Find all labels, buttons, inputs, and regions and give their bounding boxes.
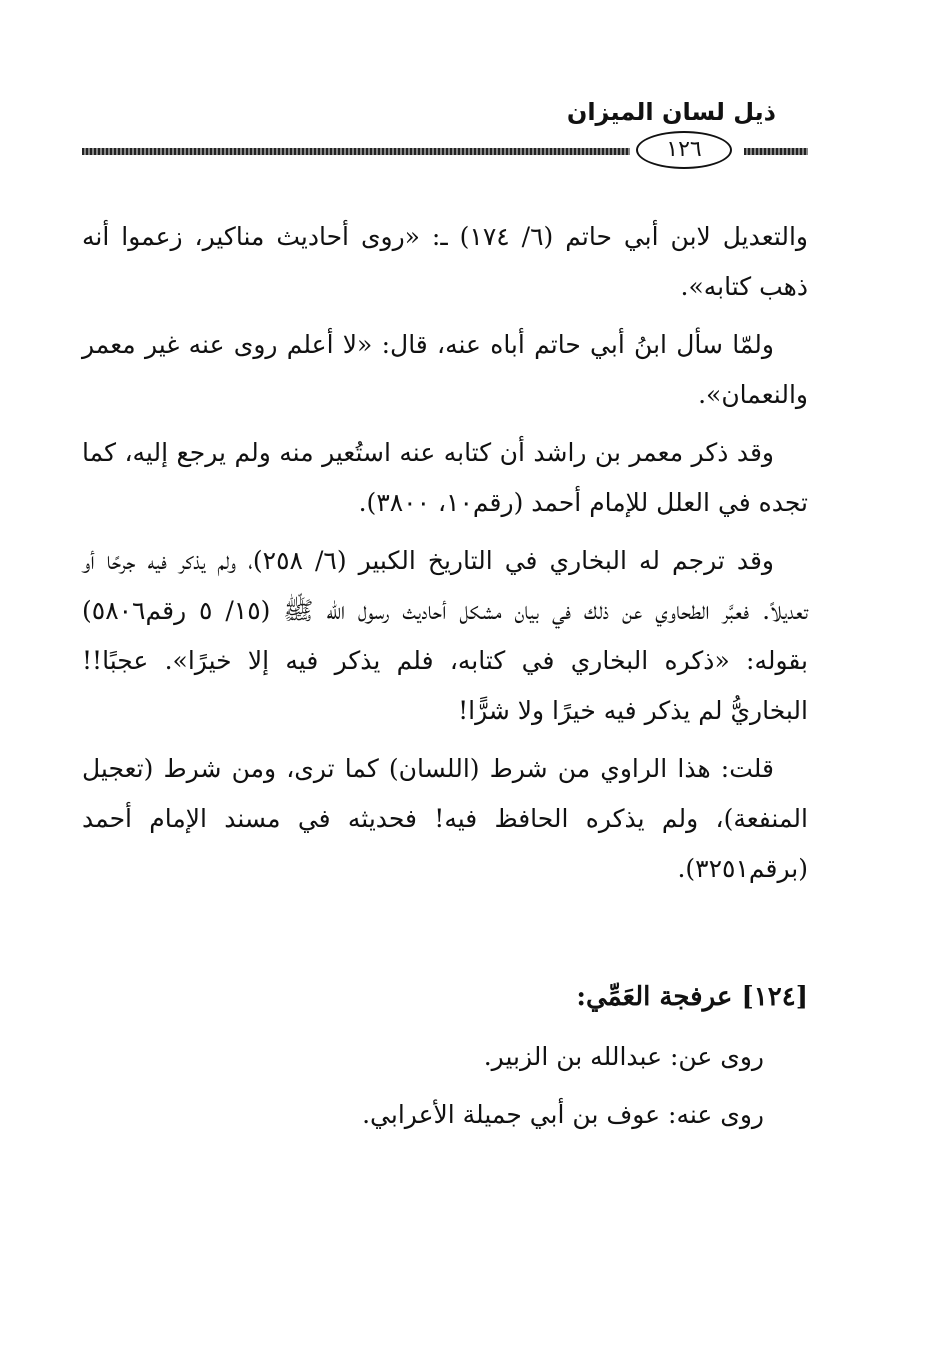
paragraph-5: قلت: هذا الراوي من شرط (اللسان) كما ترى، ومن شرط (تعجيل المنفعة)، ولم يذكره الحافظ فيه! فحديثه في مسند الإمام أحمد (برقم٣٢٥١). — [82, 754, 808, 883]
running-header-title: ذيل لسان الميزان — [566, 98, 776, 126]
header-rule-right — [744, 148, 808, 155]
paragraph-1: والتعديل لابن أبي حاتم (٦/ ١٧٤) ـ: «روى أحاديث مناكير، زعموا أنه ذهب كتابه». — [82, 222, 809, 301]
paragraph-2: ولمّا سأل ابنُ أبي حاتم أباه عنه، قال: «لا أعلم روى عنه غير معمر والنعمان». — [82, 330, 808, 409]
page-body — [82, 212, 808, 1144]
entry-heading: [١٢٤] عرفجة العَمِّي: — [576, 982, 808, 1012]
paragraph-4: وقد ترجم له البخاري في التاريخ الكبير (٦/ ٢٥٨)، ولم يذكر فيه جرحًا أو تعديلاً. فعبَّر الطحاوي عن ذلك في بيان مشكل أحاديث رسول الله ﷺ (١٥/ ٥ رقم٥٨٠٦) بقوله: «ذكره البخاري في كتابه، فلم يذكر فيه إلا خيرًا». عجبًا!! البخاريُّ لم يذكر فيه خيرًا ولا شرًّا! — [82, 546, 808, 725]
header-rule-left — [82, 148, 630, 155]
entry-narrated-by: روى عنه: عوف بن أبي جميلة الأعرابي. — [362, 1100, 764, 1129]
paragraph-3: وقد ذكر معمر بن راشد أن كتابه عنه استُعير منه ولم يرجع إليه، كما تجده في العلل للإمام أحمد (رقم١٠، ٣٨٠٠). — [82, 438, 808, 517]
entry-narrated-from: روى عن: عبدالله بن الزبير. — [483, 1042, 764, 1071]
page-number: ١٢٦ — [636, 131, 732, 169]
